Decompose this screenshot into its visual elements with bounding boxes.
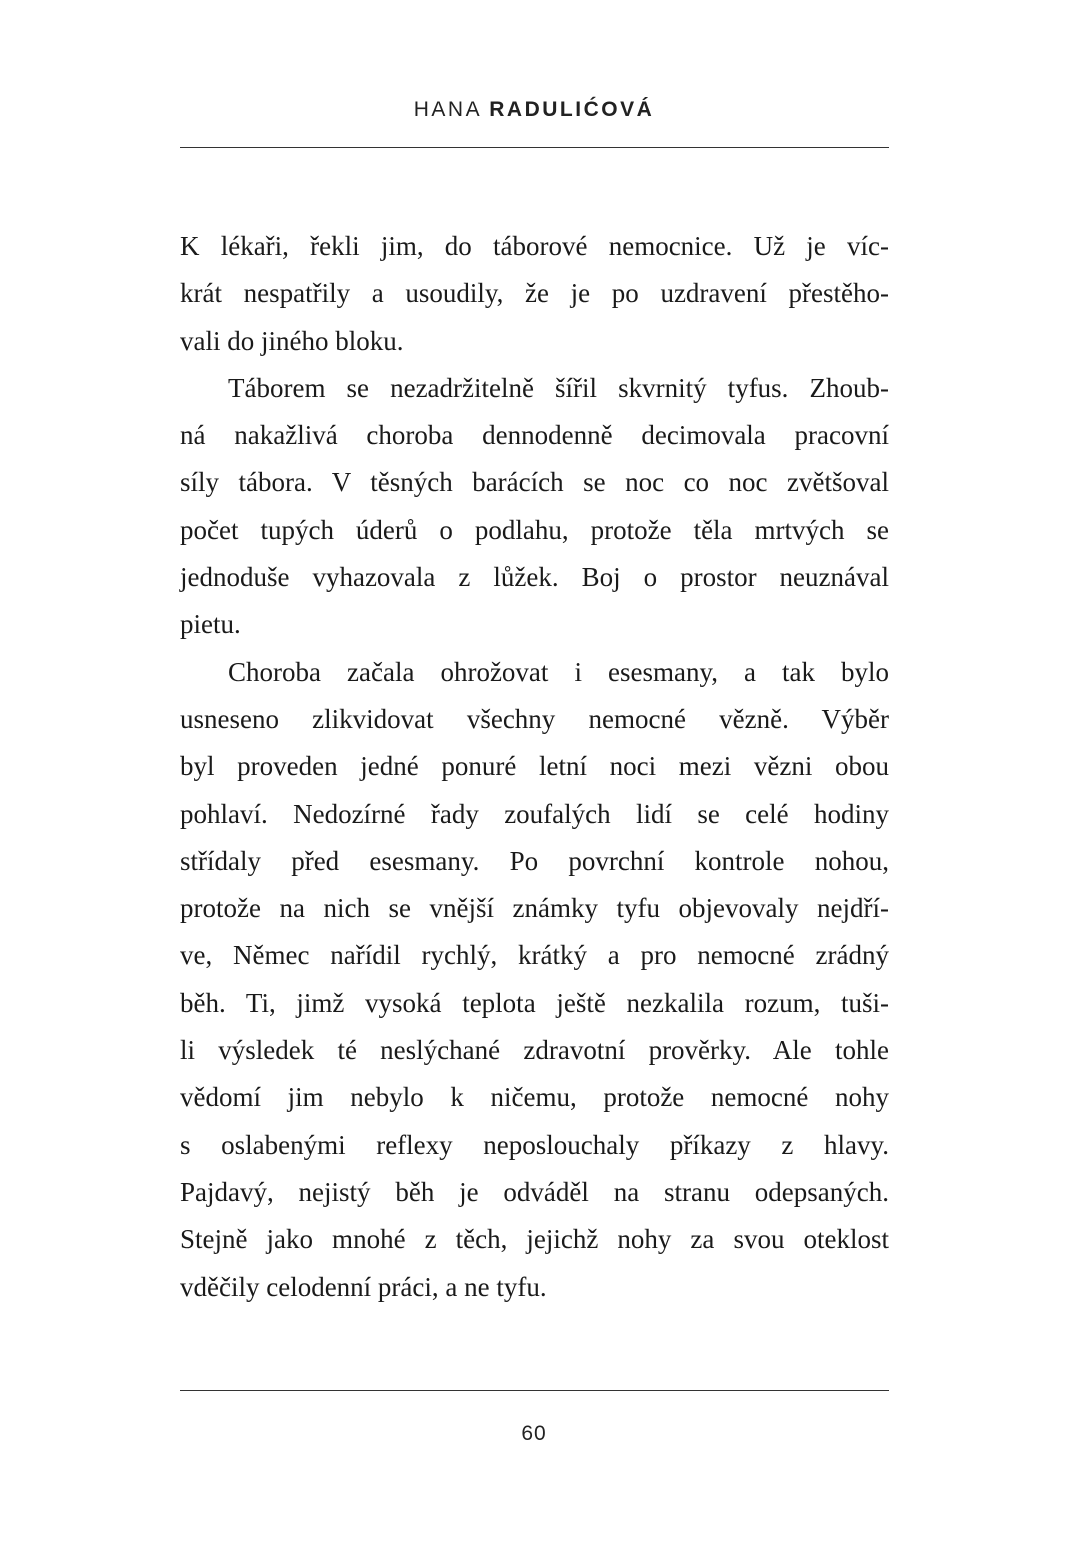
text-line: síly tábora. V těsných barácích se noc co noc zvětšoval	[180, 467, 889, 498]
text-line: usneseno zlikvidovat všechny nemocné vězně. Výběr	[180, 703, 889, 734]
text-line: protože na nich se vnější známky tyfu objevovaly nejdří-	[180, 893, 889, 924]
text-line: jednoduše vyhazovala z lůžek. Boj o prostor neuznával	[180, 562, 889, 593]
text-line: ve, Němec nařídil rychlý, krátký a pro nemocné zrádný	[180, 940, 889, 971]
author-last-name: RADULIĆOVÁ	[489, 98, 655, 121]
text-line: vědomí jim nebylo k ničemu, protože nemocné nohy	[180, 1082, 889, 1113]
text-line: Pajdavý, nejistý běh je odváděl na stranu odepsaných.	[180, 1176, 889, 1207]
text-line: s oslabenými reflexy neposlouchaly příkazy z hlavy.	[180, 1129, 889, 1160]
text-line: vděčily celodenní práci, a ne tyfu.	[180, 1271, 547, 1302]
text-line: byl proveden jedné ponuré letní noci mezi vězni obou	[180, 751, 889, 782]
paragraph	[180, 365, 889, 649]
text-line: li výsledek té neslýchané zdravotní prověrky. Ale tohle	[180, 1035, 889, 1066]
text-line: Stejně jako mnohé z těch, jejichž nohy za svou oteklost	[180, 1224, 889, 1255]
text-line: krát nespatřily a usoudily, že je po uzdravení přestěho-	[180, 278, 889, 309]
text-line: běh. Ti, jimž vysoká teplota ještě nezkalila rozum, tuši-	[180, 987, 889, 1018]
text-line: Táborem se nezadržitelně šířil skvrnitý tyfus. Zhoub-	[228, 372, 889, 403]
paragraph	[180, 223, 889, 365]
footer-rule	[180, 1390, 889, 1391]
text-line: Choroba začala ohrožovat i esesmany, a tak bylo	[228, 656, 889, 687]
text-line: pohlaví. Nedozírné řady zoufalých lidí se celé hodiny	[180, 798, 889, 829]
author-first-name: HANA	[413, 98, 481, 121]
header-rule	[180, 147, 889, 148]
text-line: počet tupých úderů o podlahu, protože těla mrtvých se	[180, 514, 889, 545]
text-line: střídaly před esesmany. Po povrchní kontrole nohou,	[180, 845, 889, 876]
text-line: vali do jiného bloku.	[180, 325, 404, 356]
text-line: ná nakažlivá choroba dennodenně decimovala pracovní	[180, 420, 889, 451]
running-header	[0, 98, 1068, 122]
text-line: K lékaři, řekli jim, do táborové nemocnice. Už je víc-	[180, 231, 889, 261]
text-line: pietu.	[180, 609, 241, 640]
page-number: 60	[521, 1422, 547, 1445]
paragraph	[180, 649, 889, 1311]
body-text	[180, 223, 889, 1311]
